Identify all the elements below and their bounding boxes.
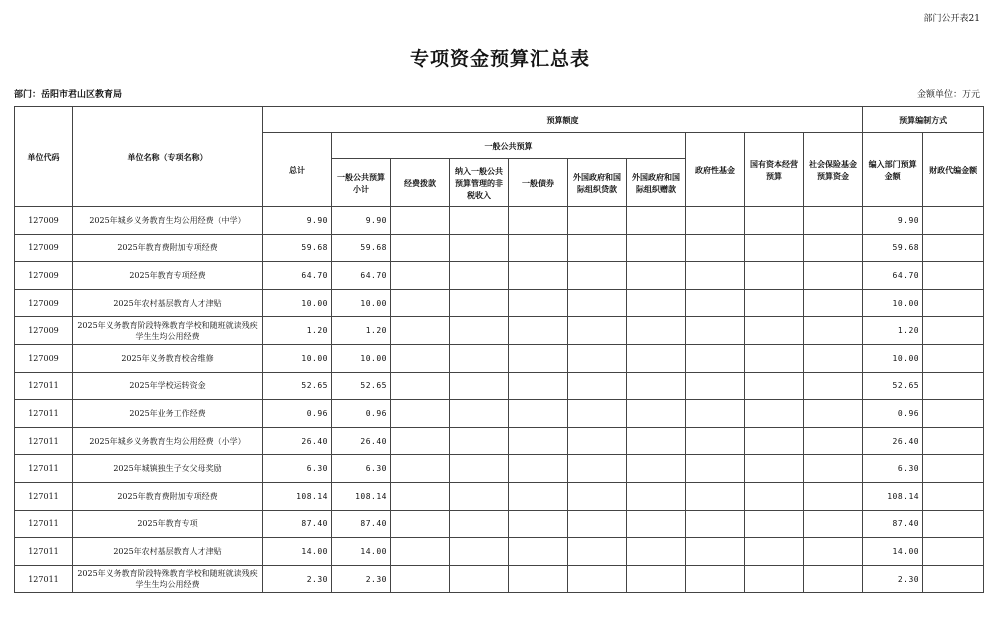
cell-name: 2025年教育专项 — [73, 510, 263, 538]
cell-total: 64.70 — [263, 262, 332, 290]
cell-subtotal: 9.90 — [332, 207, 391, 235]
header-social-insurance: 社会保险基金预算资金 — [804, 133, 863, 207]
table-row — [15, 234, 984, 262]
cell-code: 127011 — [15, 400, 73, 428]
cell-dept-budget: 64.70 — [863, 262, 923, 290]
table-row — [15, 400, 984, 428]
cell-dept-budget: 59.68 — [863, 234, 923, 262]
cell-subtotal: 2.30 — [332, 565, 391, 593]
cell-dept-budget: 2.30 — [863, 565, 923, 593]
cell-subtotal: 59.68 — [332, 234, 391, 262]
cell-name: 2025年教育专项经费 — [73, 262, 263, 290]
table-row — [15, 510, 984, 538]
header-code: 单位代码 — [15, 107, 73, 207]
cell-total: 14.00 — [263, 538, 332, 566]
table-row — [15, 372, 984, 400]
cell-dept-budget: 14.00 — [863, 538, 923, 566]
cell-dept-budget: 10.00 — [863, 344, 923, 372]
cell-total: 10.00 — [263, 344, 332, 372]
header-bonds: 一般债券 — [509, 159, 568, 207]
cell-total: 9.90 — [263, 207, 332, 235]
cell-code: 127011 — [15, 482, 73, 510]
cell-code: 127009 — [15, 234, 73, 262]
header-fiscal-proxy: 财政代编金额 — [923, 133, 984, 207]
page-title: 专项资金预算汇总表 — [409, 48, 590, 70]
header-funding: 经费拨款 — [391, 159, 450, 207]
cell-name: 2025年农村基层教育人才津贴 — [73, 538, 263, 566]
cell-name: 2025年业务工作经费 — [73, 400, 263, 428]
cell-dept-budget: 10.00 — [863, 289, 923, 317]
header-total: 总计 — [263, 133, 332, 207]
cell-code: 127009 — [15, 344, 73, 372]
cell-total: 59.68 — [263, 234, 332, 262]
cell-total: 87.40 — [263, 510, 332, 538]
page-number: 部门公开表21 — [923, 14, 980, 24]
table-row — [15, 317, 984, 345]
cell-name: 2025年农村基层教育人才津贴 — [73, 289, 263, 317]
header-nontax: 纳入一般公共预算管理的非税收入 — [450, 159, 509, 207]
cell-dept-budget: 52.65 — [863, 372, 923, 400]
cell-total: 0.96 — [263, 400, 332, 428]
cell-dept-budget: 87.40 — [863, 510, 923, 538]
header-dept-budget: 编入部门预算金额 — [863, 133, 923, 207]
cell-name: 2025年城乡义务教育生均公用经费（中学） — [73, 207, 263, 235]
cell-name: 2025年教育费附加专项经费 — [73, 234, 263, 262]
cell-dept-budget: 6.30 — [863, 455, 923, 483]
cell-total: 6.30 — [263, 455, 332, 483]
table-row — [15, 262, 984, 290]
cell-total: 1.20 — [263, 317, 332, 345]
cell-subtotal: 6.30 — [332, 455, 391, 483]
amount-unit-label: 金额单位：万元 — [916, 90, 980, 100]
header-foreign-grant: 外国政府和国际组织赠款 — [627, 159, 686, 207]
cell-subtotal: 87.40 — [332, 510, 391, 538]
cell-subtotal: 0.96 — [332, 400, 391, 428]
cell-subtotal: 1.20 — [332, 317, 391, 345]
table-row — [15, 344, 984, 372]
table-row — [15, 427, 984, 455]
cell-code: 127011 — [15, 427, 73, 455]
department-label: 部门：岳阳市君山区教育局 — [14, 90, 123, 100]
cell-code: 127011 — [15, 565, 73, 593]
cell-code: 127009 — [15, 317, 73, 345]
cell-subtotal: 26.40 — [332, 427, 391, 455]
table-row — [15, 565, 984, 593]
table-row — [15, 538, 984, 566]
cell-dept-budget: 26.40 — [863, 427, 923, 455]
table-row — [15, 455, 984, 483]
cell-subtotal: 14.00 — [332, 538, 391, 566]
cell-code: 127009 — [15, 289, 73, 317]
header-general-public: 一般公共预算 — [332, 133, 686, 159]
cell-name: 2025年义务教育阶段特殊教育学校和随班就读残疾学生生均公用经费 — [73, 317, 263, 345]
cell-dept-budget: 9.90 — [863, 207, 923, 235]
cell-name: 2025年教育费附加专项经费 — [73, 482, 263, 510]
cell-name: 2025年城镇独生子女父母奖励 — [73, 455, 263, 483]
cell-total: 52.65 — [263, 372, 332, 400]
table-row — [15, 482, 984, 510]
cell-code: 127011 — [15, 455, 73, 483]
cell-name: 2025年学校运转资金 — [73, 372, 263, 400]
cell-name: 2025年义务教育校舍维修 — [73, 344, 263, 372]
cell-subtotal: 108.14 — [332, 482, 391, 510]
header-name: 单位名称（专项名称） — [73, 107, 263, 207]
cell-code: 127009 — [15, 207, 73, 235]
cell-total: 26.40 — [263, 427, 332, 455]
header-gov-fund: 政府性基金 — [686, 133, 745, 207]
cell-subtotal: 10.00 — [332, 344, 391, 372]
header-method: 预算编制方式 — [863, 107, 984, 133]
header-foreign-loan: 外国政府和国际组织贷款 — [568, 159, 627, 207]
cell-name: 2025年城乡义务教育生均公用经费（小学） — [73, 427, 263, 455]
cell-dept-budget: 1.20 — [863, 317, 923, 345]
header-state-capital: 国有资本经营预算 — [745, 133, 804, 207]
cell-code: 127011 — [15, 372, 73, 400]
header-budget-amount: 预算额度 — [263, 107, 863, 133]
cell-total: 108.14 — [263, 482, 332, 510]
cell-code: 127009 — [15, 262, 73, 290]
header-gp-subtotal: 一般公共预算小计 — [332, 159, 391, 207]
cell-total: 10.00 — [263, 289, 332, 317]
cell-subtotal: 64.70 — [332, 262, 391, 290]
cell-subtotal: 10.00 — [332, 289, 391, 317]
table-row — [15, 207, 984, 235]
budget-table — [14, 106, 984, 593]
cell-dept-budget: 0.96 — [863, 400, 923, 428]
cell-code: 127011 — [15, 510, 73, 538]
table-row — [15, 289, 984, 317]
cell-total: 2.30 — [263, 565, 332, 593]
cell-dept-budget: 108.14 — [863, 482, 923, 510]
cell-code: 127011 — [15, 538, 73, 566]
cell-name: 2025年义务教育阶段特殊教育学校和随班就读残疾学生生均公用经费 — [73, 565, 263, 593]
cell-subtotal: 52.65 — [332, 372, 391, 400]
